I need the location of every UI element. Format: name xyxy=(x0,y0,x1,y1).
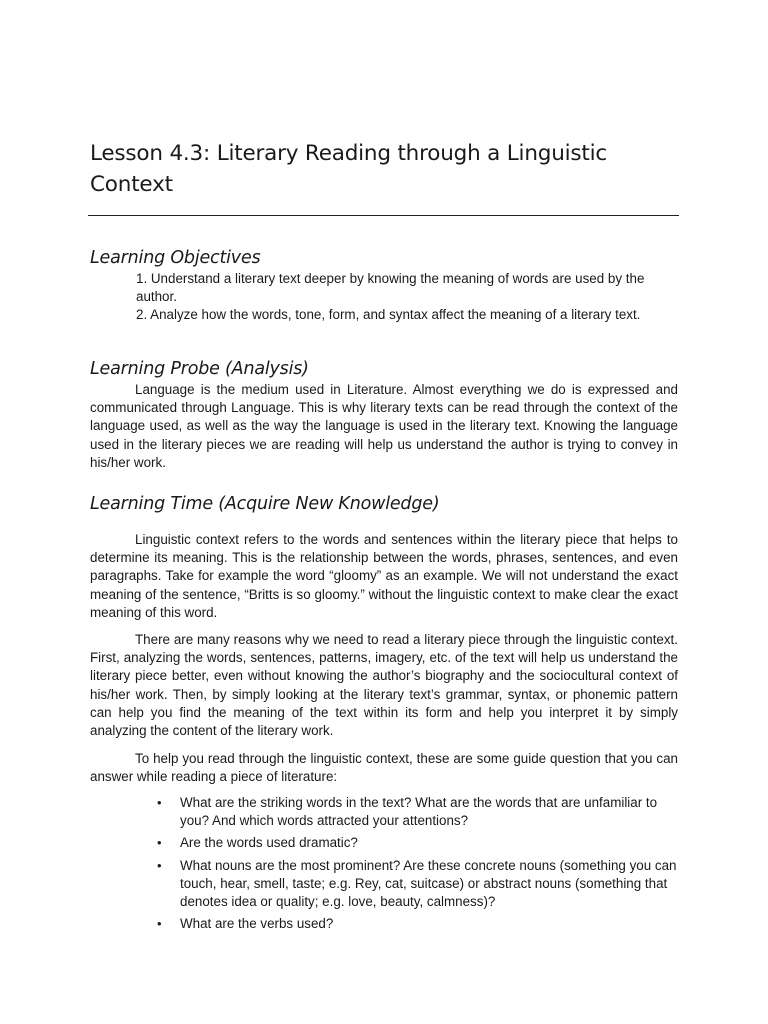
learning-probe-heading: Learning Probe (Analysis) xyxy=(90,359,309,379)
guide-question-item xyxy=(90,834,678,852)
learning-objectives-heading: Learning Objectives xyxy=(90,248,261,268)
bullet-icon: • xyxy=(157,795,162,810)
lesson-title: Lesson 4.3: Literary Reading through a Linguistic Context xyxy=(90,141,608,197)
guide-question-text: What nouns are the most prominent? Are these concrete nouns (something you can touch, hear, smell, taste; e.g. Rey, cat, suitcase) or abstract nouns (something that denotes idea or quality; e.g. love, beauty, calmness)? xyxy=(180,857,677,910)
objective-item: 2. Analyze how the words, tone, form, and syntax affect the meaning of a literary text. xyxy=(136,307,641,323)
objectives-list xyxy=(136,270,678,325)
learning-time-paragraph-3: To help you read through the linguistic context, these are some guide question that you can answer while reading a piece of literature: xyxy=(90,751,678,785)
guide-question-item xyxy=(90,857,678,912)
learning-time-paragraph-1: Linguistic context refers to the words and sentences within the literary piece that helps to determine its meaning. This is the relationship between the words, phrases, sentences, and even paragraphs. Take for example the word “gloomy” as an example. We will not understand the exact meaning of the sentence, “Britts is so gloomy.” without the linguistic context to make clear the exact meaning of this word. xyxy=(90,532,678,620)
bullet-icon: • xyxy=(157,835,162,851)
title-divider xyxy=(88,215,679,216)
guide-question-text: What are the striking words in the text? What are the words that are unfamiliar to you? And which words attracted your attentions? xyxy=(180,795,658,829)
guide-question-text: What are the verbs used? xyxy=(180,916,334,932)
bullet-icon: • xyxy=(157,916,162,932)
learning-time-paragraph-2: There are many reasons why we need to read a literary piece through the linguistic context. First, analyzing the words, sentences, patterns, imagery, etc. of the text will help us understand the literary piece better, even without knowing the author’s biography and the sociocultural context of his/her work. Then, by simply looking at the literary text’s grammar, syntax, or phonemic pattern can help you find the meaning of the text within its form and help you interpret it by simply analyzing the content of the literary work. xyxy=(90,632,678,739)
guide-question-item xyxy=(90,915,678,933)
learning-time-heading: Learning Time (Acquire New Knowledge) xyxy=(90,494,440,514)
guide-question-text: Are the words used dramatic? xyxy=(180,835,358,851)
guide-question-item xyxy=(90,794,678,830)
guide-questions-list xyxy=(90,794,678,937)
learning-probe-paragraph: Language is the medium used in Literature. Almost everything we do is expressed and communicated through Language. This is why literary texts can be read through the context of the language used, as well as the way the language is used in the literary text. Knowing the language used in the literary pieces we are reading will help us understand the author is trying to convey in his/her work. xyxy=(90,382,678,470)
bullet-icon: • xyxy=(157,857,162,873)
objective-item: 1. Understand a literary text deeper by knowing the meaning of words are used by the author. xyxy=(136,271,645,305)
